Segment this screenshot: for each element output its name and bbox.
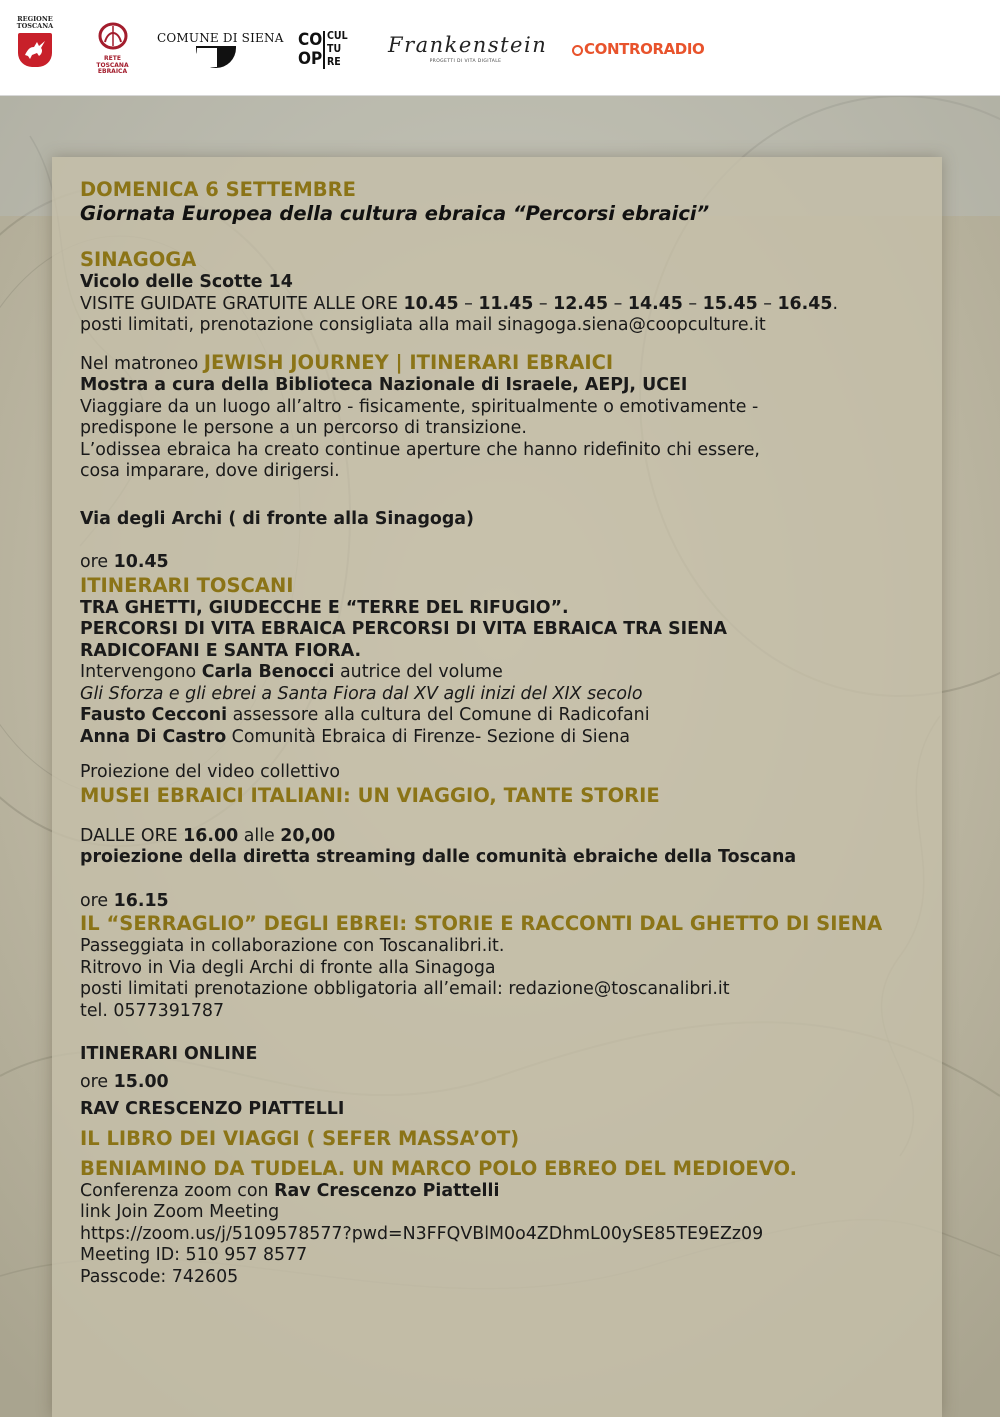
serraglio-line: Ritrovo in Via degli Archi di fronte alla Sinagoga <box>80 957 496 978</box>
controradio-logo-text: CONTRORADIO <box>584 40 705 58</box>
matroneo-prefix: Nel matroneo <box>80 353 204 374</box>
visits-prefix: VISITE GUIDATE GRATUITE ALLE ORE <box>80 293 404 314</box>
coop-culture-logo <box>298 30 350 72</box>
speaker-name: Fausto Cecconi <box>80 705 228 725</box>
sinagoga-booking: posti limitati, prenotazione consigliata alla mail sinagoga.siena@coopculture.it <box>80 315 766 335</box>
online-title-1: IL LIBRO DEI VIAGGI ( SEFER MASSA’OT) <box>80 1126 520 1150</box>
frankenstein-logo <box>388 33 548 64</box>
regione-logo-text: REGIONE TOSCANA <box>16 15 54 30</box>
zoom-link-url[interactable]: https://zoom.us/j/5109578577?pwd=N3FFQVBlM0o4ZDhmL00ySE85TE9EZz09 <box>80 1223 764 1244</box>
visit-time: 15.45 <box>702 293 758 314</box>
serraglio-title: IL “SERRAGLIO” DEGLI EBREI: STORIE E RACCONTI DAL GHETTO DI SIENA <box>80 912 883 935</box>
coop-text-re: RE <box>327 56 341 68</box>
comune-logo-text: COMUNE DI SIENA <box>157 31 284 45</box>
matroneo-heading <box>80 351 940 376</box>
online-title-2: BENIAMINO DA TUDELA. UN MARCO POLO EBREO DEL MEDIOEVO. <box>80 1156 798 1180</box>
controradio-logo <box>572 40 704 58</box>
archi-subtitle-line: RADICOFANI E SANTA FIORA. <box>80 640 362 661</box>
speaker-line: Anna Di Castro Comunità Ebraica di Firenze- Sezione di Siena <box>80 726 631 747</box>
zoom-meeting-id: Meeting ID: 510 957 8577 <box>80 1245 308 1265</box>
visit-time: 14.45 <box>627 293 683 314</box>
archi-subtitle-line: TRA GHETTI, GIUDECCHE E “TERRE DEL RIFUGIO”. <box>80 597 569 618</box>
rete-emblem-icon <box>96 22 130 50</box>
rete-toscana-ebraica-logo <box>90 22 135 76</box>
serraglio-line: Passeggiata in collaborazione con Toscanalibri.it. <box>80 936 505 956</box>
zoom-passcode: Passcode: 742605 <box>80 1266 239 1287</box>
speaker-name: Carla Benocci <box>201 662 335 682</box>
visit-time: 10.45 <box>403 293 459 314</box>
serraglio-time: ore 16.15 <box>80 890 169 911</box>
event-subtitle: Giornata Europea della cultura ebraica “Percorsi ebraici” <box>80 202 710 225</box>
archi-title: ITINERARI TOSCANI <box>80 573 294 597</box>
controradio-ring-icon <box>572 45 583 56</box>
matroneo-title: JEWISH JOURNEY | ITINERARI EBRAICI <box>203 350 614 374</box>
streaming-desc: proiezione della diretta streaming dalle comunità ebraiche della Toscana <box>80 847 797 867</box>
visit-time: 12.45 <box>553 293 609 314</box>
coop-text-op: OP <box>298 49 323 69</box>
matroneo-desc-line: L’odissea ebraica ha creato continue aperture che hanno ridefinito chi essere, <box>80 439 760 460</box>
visit-time: 16.45 <box>777 293 833 314</box>
matroneo-curated: Mostra a cura della Biblioteca Nazionale di Israele, AEPJ, UCEI <box>80 375 688 395</box>
frankenstein-logo-text: Frankenstein <box>388 33 548 57</box>
online-heading: ITINERARI ONLINE <box>80 1044 258 1064</box>
coop-text-tu: TU <box>327 43 342 55</box>
online-time: ore 15.00 <box>80 1071 169 1092</box>
pegasus-shield-icon <box>18 33 52 67</box>
matroneo-desc-line: Viaggiare da un luogo all’altro - fisicamente, spiritualmente o emotivamente - <box>80 396 759 417</box>
conference-line: Conferenza zoom con Rav Crescenzo Piattelli <box>80 1180 500 1201</box>
serraglio-line: tel. 0577391787 <box>80 1000 225 1021</box>
archi-location: Via degli Archi ( di fronte alla Sinagoga) <box>80 508 474 529</box>
regione-toscana-logo <box>15 16 55 67</box>
zoom-link-label: link Join Zoom Meeting <box>80 1202 280 1222</box>
speaker-name: Anna Di Castro <box>80 726 227 747</box>
program-content <box>80 178 940 1288</box>
video-intro: Proiezione del video collettivo <box>80 762 341 782</box>
coop-text-cul: CUL <box>327 30 348 42</box>
archi-time: ore 10.45 <box>80 552 169 572</box>
frankenstein-logo-subtext: PROGETTI DI VITA DIGITALE <box>429 59 502 64</box>
sinagoga-title: SINAGOGA <box>80 248 197 271</box>
sinagoga-visits: VISITE GUIDATE GRATUITE ALLE ORE 10.45 – 11.45 – 12.45 – 14.45 – 15.45 – 16.45. <box>80 293 838 314</box>
coop-text-co: CO <box>298 30 323 50</box>
matroneo-desc-line: cosa imparare, dove dirigersi. <box>80 461 340 481</box>
speaker-line: Fausto Cecconi assessore alla cultura del Comune di Radicofani <box>80 705 650 725</box>
rete-logo-text: RETE TOSCANA EBRAICA <box>96 55 129 75</box>
online-speaker: RAV CRESCENZO PIATTELLI <box>80 1099 345 1119</box>
sinagoga-address: Vicolo delle Scotte 14 <box>80 272 293 292</box>
book-title: Gli Sforza e gli ebrei a Santa Fiora dal XV agli inizi del XIX secolo <box>80 683 643 704</box>
balzana-shield-icon <box>196 46 236 68</box>
speaker-line: Intervengono Carla Benocci autrice del volume <box>80 662 503 682</box>
matroneo-desc-line: predispone le persone a un percorso di transizione. <box>80 418 527 438</box>
comune-di-siena-logo <box>157 31 284 68</box>
video-title: MUSEI EBRAICI ITALIANI: UN VIAGGIO, TANTE STORIE <box>80 783 660 807</box>
streaming-time: DALLE ORE 16.00 alle 20,00 <box>80 825 336 846</box>
event-date: DOMENICA 6 SETTEMBRE <box>80 178 356 201</box>
serraglio-line: posti limitati prenotazione obbligatoria all’email: redazione@toscanalibri.it <box>80 979 730 999</box>
archi-subtitle-line: PERCORSI DI VITA EBRAICA PERCORSI DI VITA EBRAICA TRA SIENA <box>80 619 727 639</box>
logo-bar <box>0 0 1000 96</box>
visit-time: 11.45 <box>478 293 534 314</box>
